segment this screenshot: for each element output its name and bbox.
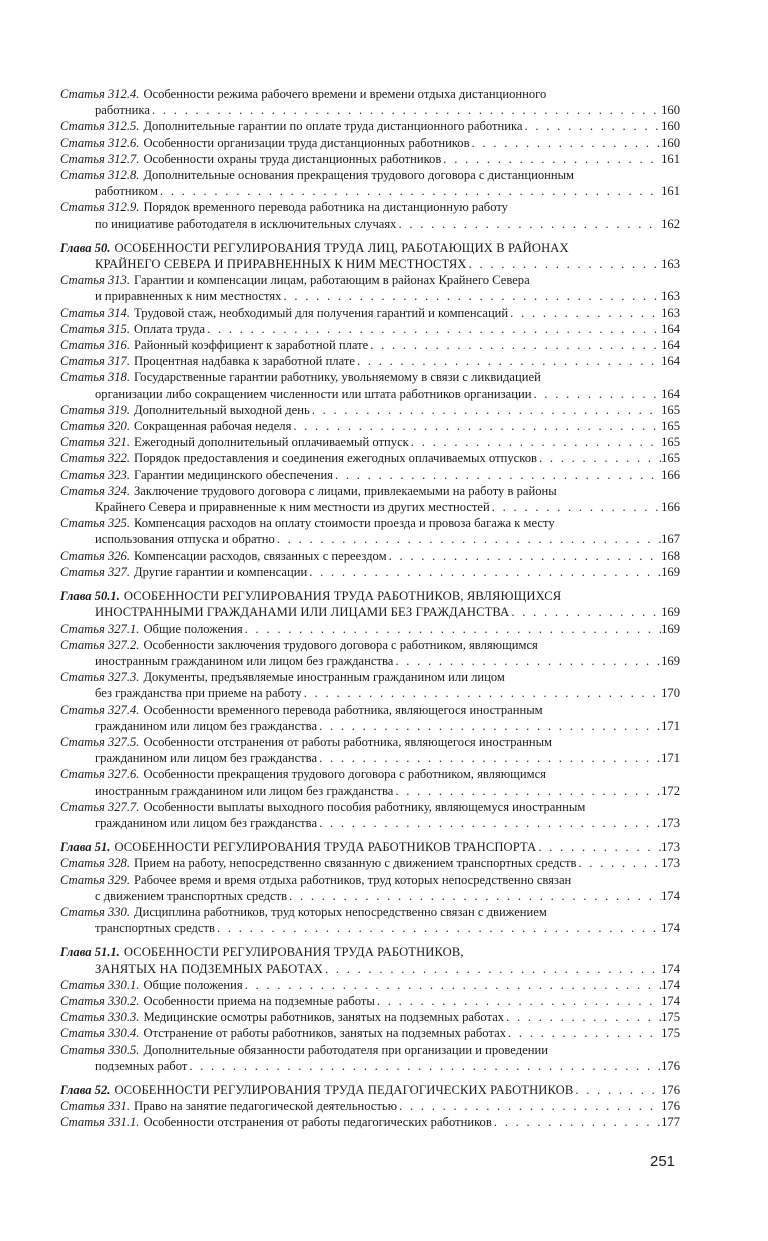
entry-title-text: Отстранение от работы работников, занятых на подземных работах — [143, 1026, 506, 1041]
entry-title-text: Районный коэффициент к заработной плате — [134, 338, 369, 353]
article-label: Статья 330.4. — [60, 1026, 140, 1041]
toc-line — [60, 151, 680, 167]
entry-title-text: Особенности отстранения от работы работника, являющегося иностранным — [143, 734, 553, 749]
dot-leader — [291, 418, 661, 434]
dot-leader — [333, 467, 661, 483]
toc-line — [60, 216, 680, 232]
entry-title-text: Процентная надбавка к заработной плате — [134, 354, 355, 369]
toc-line — [60, 637, 680, 653]
entry-page-number: 169 — [661, 564, 680, 579]
toc-line — [60, 386, 680, 402]
entry-title-text: иностранным гражданином или лицом без гражданства — [95, 653, 394, 668]
article-label: Статья 316. — [60, 338, 130, 353]
dot-leader — [355, 353, 661, 369]
article-label: Статья 323. — [60, 467, 130, 482]
dot-leader — [504, 1009, 661, 1025]
toc-article — [60, 467, 680, 483]
entry-page-number: 169 — [661, 621, 680, 636]
toc-line — [60, 1114, 680, 1130]
entry-title-text: Особенности заключения трудового договора с работником, являющимся — [143, 637, 538, 652]
dot-leader — [275, 531, 661, 547]
dot-leader — [375, 993, 661, 1009]
entry-title-text: Особенности охраны труда дистанционных работников — [143, 151, 442, 166]
entry-page-number: 162 — [661, 216, 680, 231]
entry-page-number: 173 — [661, 840, 680, 855]
entry-page-number: 174 — [661, 961, 680, 976]
article-label: Статья 330.1. — [60, 977, 140, 992]
entry-title-text: ОСОБЕННОСТИ РЕГУЛИРОВАНИЯ ТРУДА ПЕДАГОГИЧЕСКИХ РАБОТНИКОВ — [114, 1082, 574, 1097]
entry-title-text: по инициативе работодателя в исключительных случаях — [95, 216, 397, 231]
article-label: Статья 330. — [60, 904, 130, 919]
entry-title-text: Рабочее время и время отдыха работников, труд которых непосредственно связан — [134, 872, 572, 887]
entry-page-number: 175 — [661, 1010, 680, 1025]
entry-page-number: 168 — [661, 548, 680, 563]
entry-title-text: Другие гарантии и компенсации — [134, 564, 308, 579]
dot-leader — [396, 216, 661, 232]
article-label: Статья 327.7. — [60, 799, 140, 814]
article-label: Статья 327.3. — [60, 670, 140, 685]
article-label: Статья 328. — [60, 856, 130, 871]
chapter-label: Глава 51.1. — [60, 945, 120, 960]
toc-line — [60, 1082, 680, 1098]
entry-page-number: 163 — [661, 289, 680, 304]
article-label: Статья 330.5. — [60, 1042, 140, 1057]
entry-title-text: Общие положения — [143, 977, 243, 992]
dot-leader — [492, 1114, 661, 1130]
dot-leader — [509, 604, 661, 620]
dot-leader — [393, 783, 661, 799]
article-label: Статья 320. — [60, 419, 130, 434]
toc-article — [60, 1114, 680, 1130]
entry-page-number: 169 — [661, 653, 680, 668]
dot-leader — [323, 961, 661, 977]
toc-line — [60, 199, 680, 215]
article-label: Статья 315. — [60, 321, 130, 336]
toc-line — [60, 588, 680, 604]
toc-line — [60, 669, 680, 685]
toc-line — [60, 1058, 680, 1074]
entry-page-number: 174 — [661, 993, 680, 1008]
dot-leader — [150, 102, 661, 118]
toc-line — [60, 167, 680, 183]
article-label: Статья 324. — [60, 483, 130, 498]
entry-title-text: Особенности выплаты выходного пособия работнику, являющемуся иностранным — [143, 799, 586, 814]
article-label: Статья 319. — [60, 402, 130, 417]
toc-line — [60, 483, 680, 499]
chapter-label: Глава 51. — [60, 840, 111, 855]
toc-line — [60, 467, 680, 483]
toc-line — [60, 993, 680, 1009]
toc-article — [60, 1098, 680, 1114]
entry-title-text: Особенности приема на подземные работы — [143, 993, 375, 1008]
entry-title-text: гражданином или лицом без гражданства — [95, 718, 318, 733]
toc-line — [60, 450, 680, 466]
entry-title-text: ОСОБЕННОСТИ РЕГУЛИРОВАНИЯ ТРУДА РАБОТНИКОВ, ЯВЛЯЮЩИХСЯ — [123, 589, 562, 604]
entry-title-text: Право на занятие педагогической деятельностью — [134, 1099, 398, 1114]
dot-leader — [508, 305, 661, 321]
toc-line — [60, 750, 680, 766]
dot-leader — [307, 564, 661, 580]
entry-title-text: и приравненных к ним местностях — [95, 289, 282, 304]
article-label: Статья 322. — [60, 451, 130, 466]
toc-article — [60, 621, 680, 637]
entry-title-text: Медицинские осмотры работников, занятых на подземных работах — [143, 1010, 505, 1025]
dot-leader — [187, 1058, 661, 1074]
dot-leader — [506, 1025, 661, 1041]
dot-leader — [205, 321, 661, 337]
entry-page-number: 163 — [661, 257, 680, 272]
toc-article — [60, 369, 680, 401]
toc-article — [60, 515, 680, 547]
toc-line — [60, 702, 680, 718]
toc-line — [60, 839, 680, 855]
dot-leader — [215, 920, 661, 936]
dot-leader — [576, 855, 661, 871]
article-label: Статья 327.2. — [60, 637, 140, 652]
dot-leader — [470, 135, 662, 151]
chapter-label: Глава 50.1. — [60, 589, 120, 604]
entry-title-text: Компенсации расходов, связанных с переездом — [134, 548, 387, 563]
article-label: Статья 331. — [60, 1099, 130, 1114]
toc-line — [60, 1042, 680, 1058]
entry-page-number: 176 — [661, 1082, 680, 1097]
entry-title-text: ОСОБЕННОСТИ РЕГУЛИРОВАНИЯ ТРУДА ЛИЦ, РАБОТАЮЩИХ В РАЙОНАХ — [114, 240, 569, 255]
toc-line — [60, 337, 680, 353]
toc-line — [60, 604, 680, 620]
toc-line — [60, 434, 680, 450]
dot-leader — [536, 839, 661, 855]
entry-page-number: 164 — [661, 338, 680, 353]
entry-title-text: Особенности режима рабочего времени и времени отдыха дистанционного — [143, 87, 547, 101]
toc-article — [60, 1025, 680, 1041]
toc-article — [60, 564, 680, 580]
article-label: Статья 312.5. — [60, 119, 140, 134]
dot-leader — [310, 402, 661, 418]
entry-title-text: Компенсация расходов на оплату стоимости проезда и провоза багажа к месту — [134, 516, 555, 531]
entry-page-number: 165 — [661, 451, 680, 466]
article-label: Статья 329. — [60, 872, 130, 887]
toc-line — [60, 369, 680, 385]
entry-title-text: с движением транспортных средств — [95, 888, 288, 903]
entry-title-text: Трудовой стаж, необходимый для получения гарантий и компенсаций — [134, 305, 509, 320]
dot-leader — [287, 888, 661, 904]
page-number: 251 — [650, 1153, 676, 1170]
toc-article — [60, 135, 680, 151]
entry-page-number: 160 — [661, 103, 680, 118]
entry-title-text: иностранным гражданином или лицом без гражданства — [95, 783, 394, 798]
toc-article — [60, 702, 680, 734]
entry-title-text: Порядок предоставления и соединения ежегодных оплачиваемых отпусков — [134, 451, 537, 466]
entry-title-text: Дополнительный выходной день — [134, 402, 310, 417]
dot-leader — [573, 1082, 661, 1098]
entry-page-number: 166 — [661, 500, 680, 515]
article-label: Статья 327.6. — [60, 767, 140, 782]
toc-line — [60, 653, 680, 669]
article-label: Статья 327.5. — [60, 734, 140, 749]
article-label: Статья 314. — [60, 305, 130, 320]
toc-line — [60, 734, 680, 750]
dot-leader — [368, 337, 661, 353]
toc-article — [60, 993, 680, 1009]
toc-article — [60, 1009, 680, 1025]
dot-leader — [158, 183, 661, 199]
entry-page-number: 176 — [661, 1058, 680, 1073]
entry-page-number: 164 — [661, 321, 680, 336]
dot-leader — [522, 118, 661, 134]
toc-chapter — [60, 839, 680, 855]
toc-chapter — [60, 1082, 680, 1098]
entry-page-number: 160 — [661, 135, 680, 150]
toc-line — [60, 1009, 680, 1025]
toc-line — [60, 86, 680, 102]
chapter-label: Глава 50. — [60, 240, 111, 255]
toc-article — [60, 305, 680, 321]
entry-page-number: 164 — [661, 354, 680, 369]
toc-article — [60, 86, 680, 118]
entry-title-text: Особенности организации труда дистанционных работников — [143, 135, 470, 150]
toc-article — [60, 450, 680, 466]
toc-line — [60, 855, 680, 871]
toc-line — [60, 766, 680, 782]
entry-title-text: Дополнительные гарантии по оплате труда дистанционного работника — [143, 119, 523, 134]
entry-title-text: гражданином или лицом без гражданства — [95, 815, 318, 830]
entry-page-number: 175 — [661, 1026, 680, 1041]
entry-title-text: Оплата труда — [134, 321, 206, 336]
toc-article — [60, 1042, 680, 1074]
entry-title-text: Крайнего Севера и приравненные к ним местности из других местностей — [95, 500, 490, 515]
toc-line — [60, 321, 680, 337]
dot-leader — [393, 653, 661, 669]
entry-page-number: 169 — [661, 605, 680, 620]
entry-page-number: 161 — [661, 151, 680, 166]
entry-title-text: работника — [95, 103, 150, 118]
entry-title-text: гражданином или лицом без гражданства — [95, 751, 318, 766]
toc-line — [60, 515, 680, 531]
entry-title-text: ИНОСТРАННЫМИ ГРАЖДАНАМИ ИЛИ ЛИЦАМИ БЕЗ ГРАЖДАНСТВА — [95, 605, 510, 620]
dot-leader — [317, 718, 661, 734]
entry-title-text: работником — [95, 184, 158, 199]
entry-page-number: 167 — [661, 532, 680, 547]
entry-title-text: Особенности временного перевода работника, являющегося иностранным — [143, 702, 543, 717]
dot-leader — [467, 256, 662, 272]
entry-page-number: 165 — [661, 419, 680, 434]
dot-leader — [243, 977, 661, 993]
toc-article — [60, 734, 680, 766]
toc-line — [60, 353, 680, 369]
toc-article — [60, 353, 680, 369]
dot-leader — [243, 621, 661, 637]
article-label: Статья 312.6. — [60, 135, 140, 150]
toc-article — [60, 418, 680, 434]
toc-line — [60, 531, 680, 547]
entry-title-text: Гарантии медицинского обеспечения — [134, 467, 333, 482]
toc-line — [60, 256, 680, 272]
entry-title-text: без гражданства при приеме на работу — [95, 686, 302, 701]
article-label: Статья 330.2. — [60, 993, 140, 1008]
toc-chapter — [60, 588, 680, 620]
toc-article — [60, 904, 680, 936]
dot-leader — [281, 288, 661, 304]
toc-article — [60, 151, 680, 167]
article-label: Статья 312.8. — [60, 168, 140, 183]
article-label: Статья 327.1. — [60, 621, 140, 636]
entry-page-number: 160 — [661, 119, 680, 134]
entry-title-text: Особенности прекращения трудового договора с работником, являющимся — [143, 767, 546, 782]
toc-line — [60, 102, 680, 118]
toc-line — [60, 718, 680, 734]
toc-article — [60, 977, 680, 993]
entry-title-text: Порядок временного перевода работника на дистанционную работу — [143, 200, 508, 215]
entry-page-number: 171 — [661, 751, 680, 766]
toc-line — [60, 815, 680, 831]
article-label: Статья 312.9. — [60, 200, 140, 215]
toc-article — [60, 548, 680, 564]
entry-title-text: транспортных средств — [95, 921, 215, 936]
toc-line — [60, 872, 680, 888]
entry-title-text: организации либо сокращением численности или штата работников организации — [95, 386, 532, 401]
toc-line — [60, 418, 680, 434]
entry-page-number: 173 — [661, 815, 680, 830]
entry-page-number: 176 — [661, 1099, 680, 1114]
article-label: Статья 331.1. — [60, 1115, 140, 1130]
toc-line — [60, 961, 680, 977]
toc-line — [60, 183, 680, 199]
toc-article — [60, 272, 680, 304]
toc-line — [60, 1025, 680, 1041]
dot-leader — [409, 434, 661, 450]
dot-leader — [397, 1098, 661, 1114]
toc-chapter — [60, 240, 680, 272]
toc-article — [60, 483, 680, 515]
entry-page-number: 165 — [661, 402, 680, 417]
article-label: Статья 327. — [60, 564, 130, 579]
dot-leader — [537, 450, 661, 466]
toc-article — [60, 199, 680, 231]
entry-title-text: Дополнительные основания прекращения трудового договора с дистанционным — [143, 168, 575, 183]
entry-page-number: 166 — [661, 467, 680, 482]
toc-article — [60, 855, 680, 871]
entry-page-number: 164 — [661, 386, 680, 401]
toc-article — [60, 766, 680, 798]
entry-title-text: Общие положения — [143, 621, 243, 636]
toc-line — [60, 240, 680, 256]
entry-title-text: Особенности отстранения от работы педагогических работников — [143, 1115, 492, 1130]
entry-page-number: 174 — [661, 921, 680, 936]
entry-title-text: ОСОБЕННОСТИ РЕГУЛИРОВАНИЯ ТРУДА РАБОТНИКОВ ТРАНСПОРТА — [114, 840, 537, 855]
toc-article — [60, 669, 680, 701]
toc-line — [60, 499, 680, 515]
toc-line — [60, 135, 680, 151]
toc-article — [60, 167, 680, 199]
entry-title-text: Документы, предъявляемые иностранным гражданином или лицом — [143, 670, 505, 685]
entry-title-text: Дополнительные обязанности работодателя при организации и проведении — [143, 1042, 548, 1057]
toc-line — [60, 1098, 680, 1114]
dot-leader — [490, 499, 661, 515]
entry-page-number: 163 — [661, 305, 680, 320]
toc-line — [60, 564, 680, 580]
dot-leader — [302, 685, 661, 701]
entry-title-text: Сокращенная рабочая неделя — [134, 419, 292, 434]
entry-page-number: 172 — [661, 783, 680, 798]
toc-line — [60, 904, 680, 920]
entry-page-number: 171 — [661, 718, 680, 733]
article-label: Статья 313. — [60, 273, 130, 288]
entry-title-text: ЗАНЯТЫХ НА ПОДЗЕМНЫХ РАБОТАХ — [95, 961, 323, 976]
toc-line — [60, 799, 680, 815]
toc-line — [60, 305, 680, 321]
toc-chapter — [60, 944, 680, 976]
article-label: Статья 318. — [60, 370, 130, 385]
entry-title-text: использования отпуска и обратно — [95, 532, 275, 547]
dot-leader — [317, 750, 661, 766]
dot-leader — [317, 815, 661, 831]
toc-line — [60, 288, 680, 304]
entry-title-text: КРАЙНЕГО СЕВЕРА И ПРИРАВНЕННЫХ К НИМ МЕСТНОСТЯХ — [95, 257, 467, 272]
entry-page-number: 161 — [661, 184, 680, 199]
toc-line — [60, 272, 680, 288]
toc-line — [60, 783, 680, 799]
dot-leader — [387, 548, 662, 564]
toc-line — [60, 944, 680, 960]
toc-article — [60, 434, 680, 450]
entry-page-number: 174 — [661, 888, 680, 903]
toc-line — [60, 920, 680, 936]
dot-leader — [531, 386, 661, 402]
entry-page-number: 177 — [661, 1115, 680, 1130]
toc-article — [60, 637, 680, 669]
toc-article — [60, 337, 680, 353]
table-of-contents — [60, 86, 680, 1131]
chapter-label: Глава 52. — [60, 1082, 111, 1097]
entry-title-text: Государственные гарантии работнику, увольняемому в связи с ликвидацией — [134, 370, 541, 385]
entry-title-text: Прием на работу, непосредственно связанную с движением транспортных средств — [134, 856, 577, 871]
article-label: Статья 325. — [60, 516, 130, 531]
entry-title-text: ОСОБЕННОСТИ РЕГУЛИРОВАНИЯ ТРУДА РАБОТНИКОВ, — [123, 945, 464, 960]
entry-title-text: Заключение трудового договора с лицами, привлекаемыми на работу в районы — [134, 483, 557, 498]
article-label: Статья 326. — [60, 548, 130, 563]
toc-article — [60, 118, 680, 134]
article-label: Статья 327.4. — [60, 702, 140, 717]
dot-leader — [441, 151, 661, 167]
toc-article — [60, 402, 680, 418]
toc-line — [60, 685, 680, 701]
entry-title-text: Гарантии и компенсации лицам, работающим в районах Крайнего Севера — [134, 273, 530, 288]
toc-line — [60, 402, 680, 418]
toc-article — [60, 799, 680, 831]
entry-page-number: 165 — [661, 435, 680, 450]
toc-line — [60, 977, 680, 993]
article-label: Статья 330.3. — [60, 1010, 140, 1025]
toc-line — [60, 548, 680, 564]
entry-title-text: подземных работ — [95, 1058, 188, 1073]
article-label: Статья 312.4. — [60, 87, 140, 101]
entry-page-number: 174 — [661, 977, 680, 992]
toc-line — [60, 621, 680, 637]
article-label: Статья 317. — [60, 354, 130, 369]
toc-article — [60, 872, 680, 904]
entry-title-text: Дисциплина работников, труд которых непосредственно связан с движением — [134, 904, 547, 919]
entry-page-number: 173 — [661, 856, 680, 871]
toc-article — [60, 321, 680, 337]
article-label: Статья 312.7. — [60, 151, 140, 166]
article-label: Статья 321. — [60, 435, 130, 450]
toc-line — [60, 888, 680, 904]
toc-line — [60, 118, 680, 134]
entry-title-text: Ежегодный дополнительный оплачиваемый отпуск — [134, 435, 409, 450]
entry-page-number: 170 — [661, 686, 680, 701]
